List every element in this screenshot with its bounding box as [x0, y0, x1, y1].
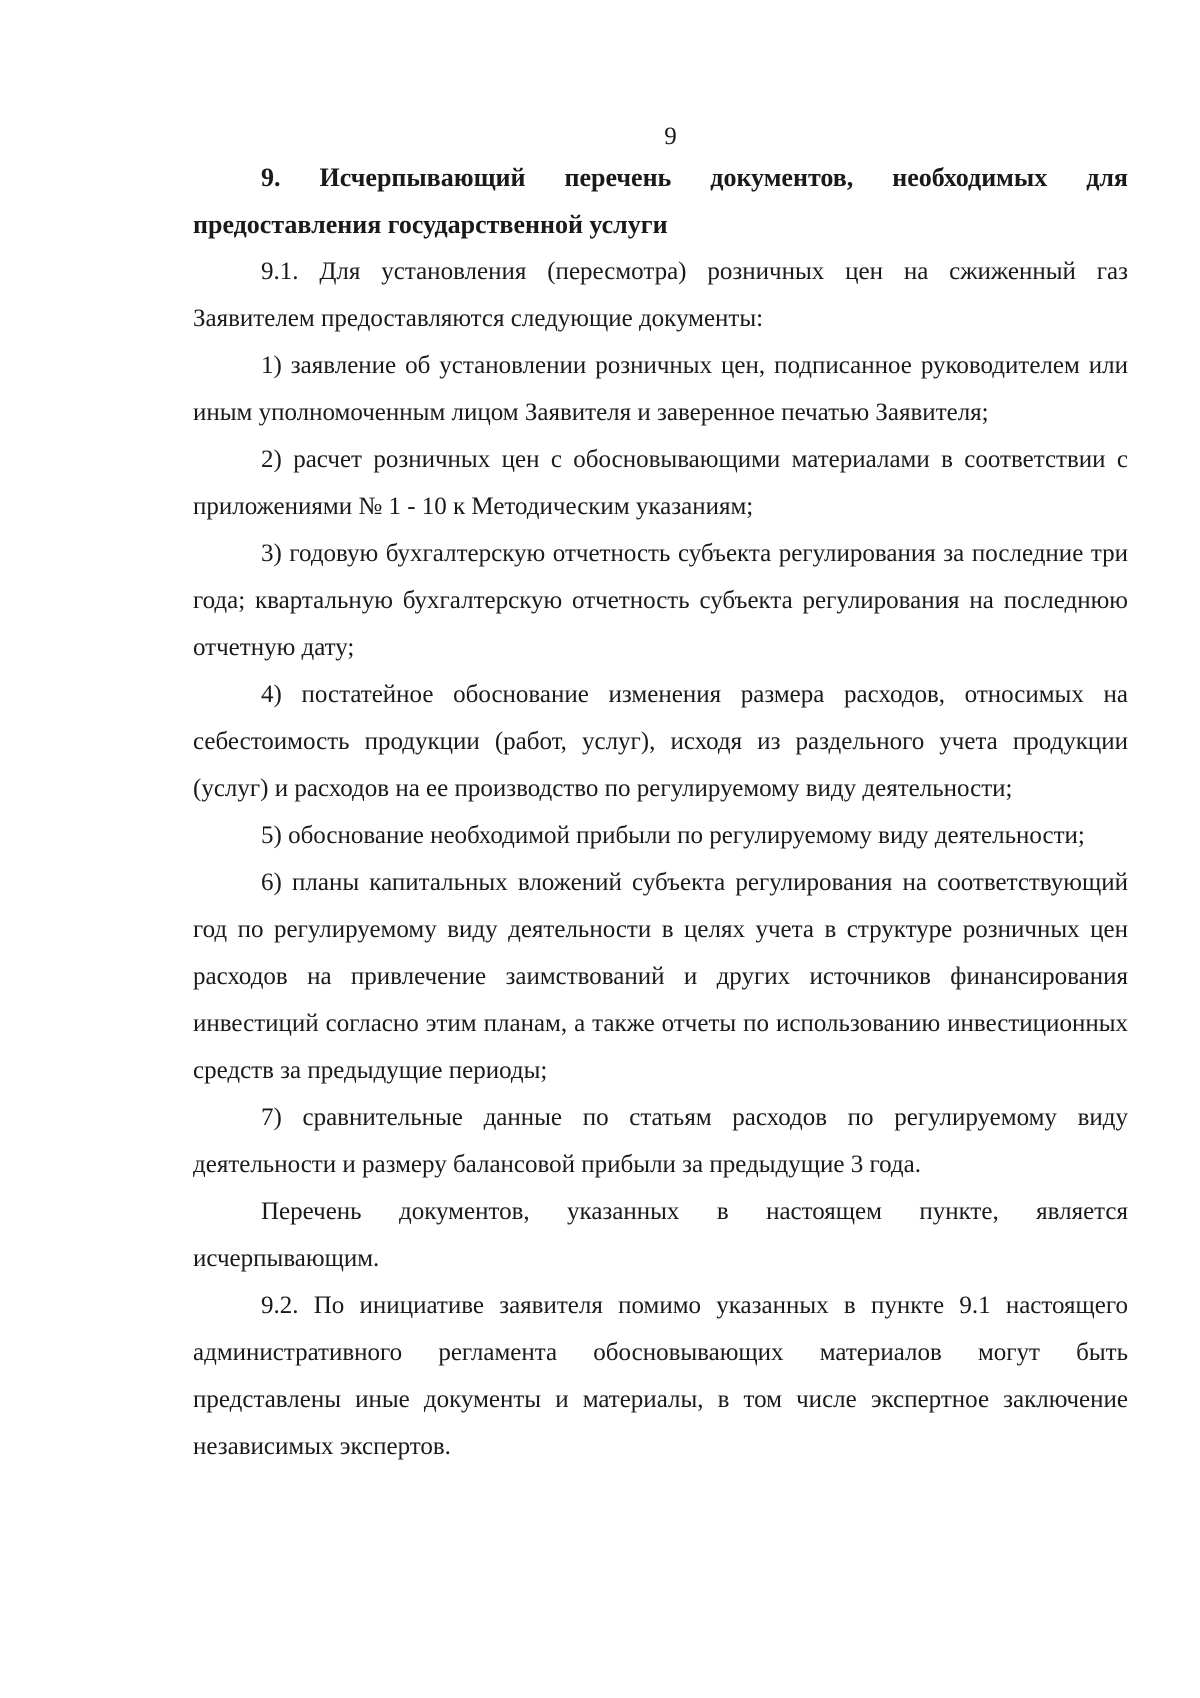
list-item-2: 2) расчет розничных цен с обосновывающими материалами в соответствии с приложениями № 1 - 10 к Методическим указаниям;	[193, 446, 1128, 520]
document-page	[193, 122, 1128, 1470]
list-item-6: 6) планы капитальных вложений субъекта регулирования на соответствующий год по регулируемому виду деятельности в целях учета в структуре розничных цен расходов на привлечение заимствований и других источников финансирования инвестиций согласно этим планам, а также отчеты по использованию инвестиционных средств за предыдущие периоды;	[193, 869, 1128, 1084]
page-number: 9	[664, 123, 677, 150]
list-item-4: 4) постатейное обоснование изменения размера расходов, относимых на себестоимость продукции (работ, услуг), исходя из раздельного учета продукции (услуг) и расходов на ее производство по регулируемому виду деятельности;	[193, 681, 1128, 802]
paragraph-9-2: 9.2. По инициативе заявителя помимо указанных в пункте 9.1 настоящего административного регламента обосновывающих материалов могут быть представлены иные документы и материалы, в том числе экспертное заключение независимых экспертов.	[193, 1292, 1128, 1460]
list-item-3: 3) годовую бухгалтерскую отчетность субъекта регулирования за последние три года; квартальную бухгалтерскую отчетность субъекта регулирования на последнюю отчетную дату;	[193, 540, 1128, 661]
list-item-1: 1) заявление об установлении розничных цен, подписанное руководителем или иным уполномоченным лицом Заявителя и заверенное печатью Заявителя;	[193, 352, 1128, 426]
paragraph-9-1: 9.1. Для установления (пересмотра) розничных цен на сжиженный газ Заявителем предоставляются следующие документы:	[193, 258, 1128, 332]
list-item-5: 5) обоснование необходимой прибыли по регулируемому виду деятельности;	[261, 822, 1085, 849]
list-item-7: 7) сравнительные данные по статьям расходов по регулируемому виду деятельности и размеру балансовой прибыли за предыдущие 3 года.	[193, 1104, 1128, 1178]
section-heading: 9. Исчерпывающий перечень документов, необходимых для предоставления государственной услуги	[193, 163, 1128, 239]
exhaustive-note: Перечень документов, указанных в настоящем пункте, является исчерпывающим.	[193, 1198, 1128, 1272]
